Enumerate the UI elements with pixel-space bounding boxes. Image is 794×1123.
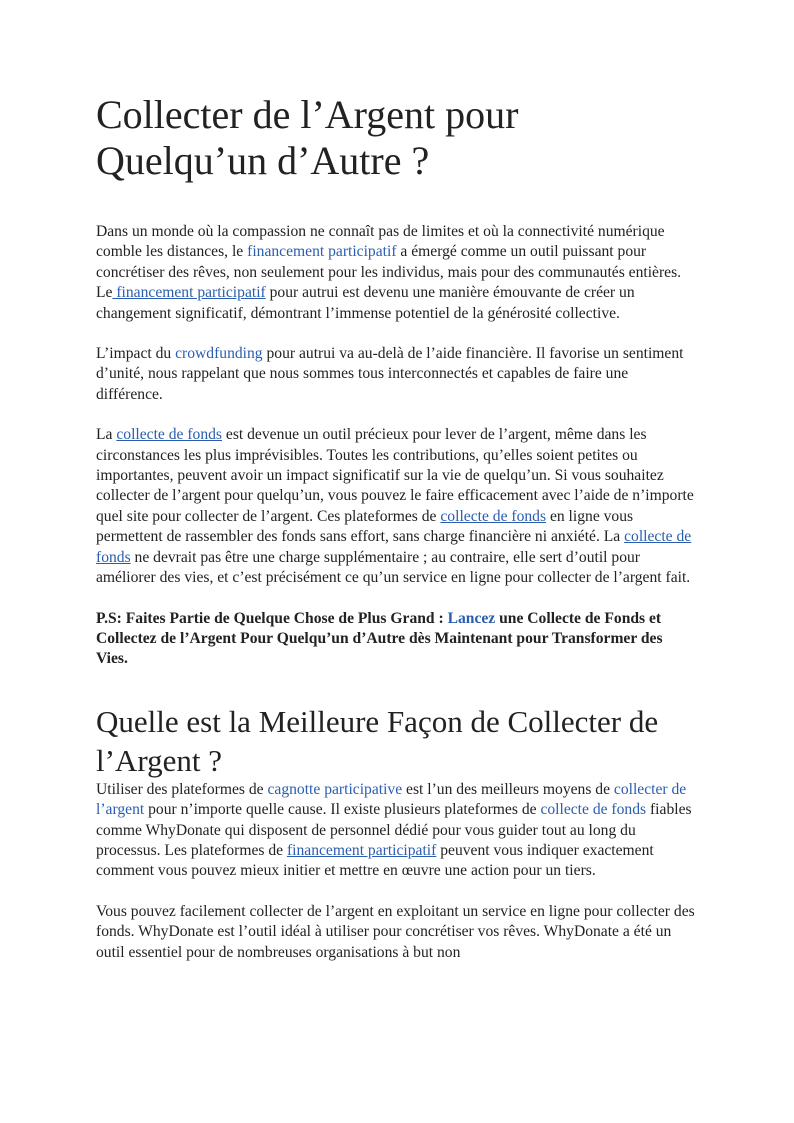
link-financement-participatif-3[interactable]: financement participatif: [286, 841, 437, 859]
link-collecte-de-fonds[interactable]: collecte de fonds: [116, 426, 223, 444]
text: Utiliser des plateformes de: [96, 780, 268, 798]
link-collecte-de-fonds-4[interactable]: collecte de fonds: [540, 801, 647, 819]
link-crowdfunding[interactable]: crowdfunding: [175, 345, 263, 363]
text: L’impact du: [96, 345, 176, 363]
text: a émergé comme un outil puissant pour concrétiser des rêves, non seulement pour les individus, mais pour des communautés entières. Le: [96, 243, 682, 302]
text: La: [96, 426, 117, 444]
paragraph-collecte: [96, 425, 698, 588]
text: Dans un monde où la compassion ne connaît pas de limites et où la connectivité numérique comble les distances, le: [96, 223, 665, 261]
text: une Collecte de Fonds et Collectez de l’Argent Pour Quelqu’un d’Autre dès Maintenant pour Transformer des Vies.: [96, 609, 663, 668]
text: pour autrui va au-delà de l’aide financière. Il favorise un sentiment d’unité, nous rappelant que nous sommes tous interconnectés et capables de faire une différence.: [96, 345, 684, 403]
page-title: Collecter de l’Argent pour Quelqu’un d’Autre ?: [96, 92, 519, 183]
text: pour n’importe quelle cause. Il existe plusieurs plateformes de: [144, 801, 541, 819]
paragraph-intro: [96, 222, 698, 324]
text: peuvent vous indiquer exactement comment vous pouvez mieux initier et mettre en œuvre une action pour un tiers.: [96, 841, 654, 880]
text: ne devrait pas être une charge supplémentaire ; au contraire, elle sert d’outil pour améliorer des vies, et c’est précisément ce qu’un service en ligne pour collecter de l’argent fait.: [96, 548, 691, 587]
text: pour autrui est devenu une manière émouvante de créer un changement significatif, démontrant l’immense potentiel de la générosité collective.: [96, 284, 635, 322]
link-collecte-de-fonds-3[interactable]: collecte de fonds: [96, 528, 692, 566]
document-page: [96, 92, 698, 983]
ps-callout: [96, 609, 698, 670]
link-collecte-de-fonds-2[interactable]: collecte de fonds: [440, 507, 547, 525]
link-collecter-de-largent[interactable]: collecter de l’argent: [96, 780, 687, 819]
section-heading: Quelle est la Meilleure Façon de Collecter de l’Argent ?: [96, 703, 659, 778]
link-financement-participatif-2[interactable]: financement participatif: [112, 284, 266, 302]
link-financement-participatif[interactable]: financement participatif: [247, 243, 397, 261]
paragraph-best-way: [96, 780, 698, 882]
text: Vous pouvez facilement collecter de l’argent en exploitant un service en ligne pour collecter des fonds. WhyDonate est l’outil idéal à utiliser pour concrétiser vos rêves. WhyDonate a été un outil essentiel pour de nombreuses organisations à but non: [96, 902, 695, 961]
text: fiables comme WhyDonate qui disposent de personnel dédié pour vous guider tout au long du processus. Les plateformes de: [96, 801, 692, 859]
paragraph-impact: [96, 344, 698, 405]
text: est devenue un outil précieux pour lever de l’argent, même dans les circonstances les plus imprévisibles. Toutes les contributions, qu’elles soient petites ou importantes, peuvent avoir un impact significatif sur la vie de quelqu’un. Si vous souhaitez collecter de l’argent pour quelqu’un, vous pouvez le faire efficacement avec l’aide de n’importe quel site pour collecter de l’argent. Ces plateformes de: [96, 426, 694, 525]
link-cagnotte-participative[interactable]: cagnotte participative: [267, 780, 403, 798]
paragraph-whydonate: [96, 902, 698, 963]
text: P.S: Faites Partie de Quelque Chose de Plus Grand :: [96, 609, 448, 627]
link-lancez[interactable]: Lancez: [447, 609, 496, 627]
text: en ligne vous permettent de rassembler des fonds sans effort, sans charge financière ni anxiété. La: [96, 507, 634, 546]
text: est l’un des meilleurs moyens de: [402, 780, 614, 798]
